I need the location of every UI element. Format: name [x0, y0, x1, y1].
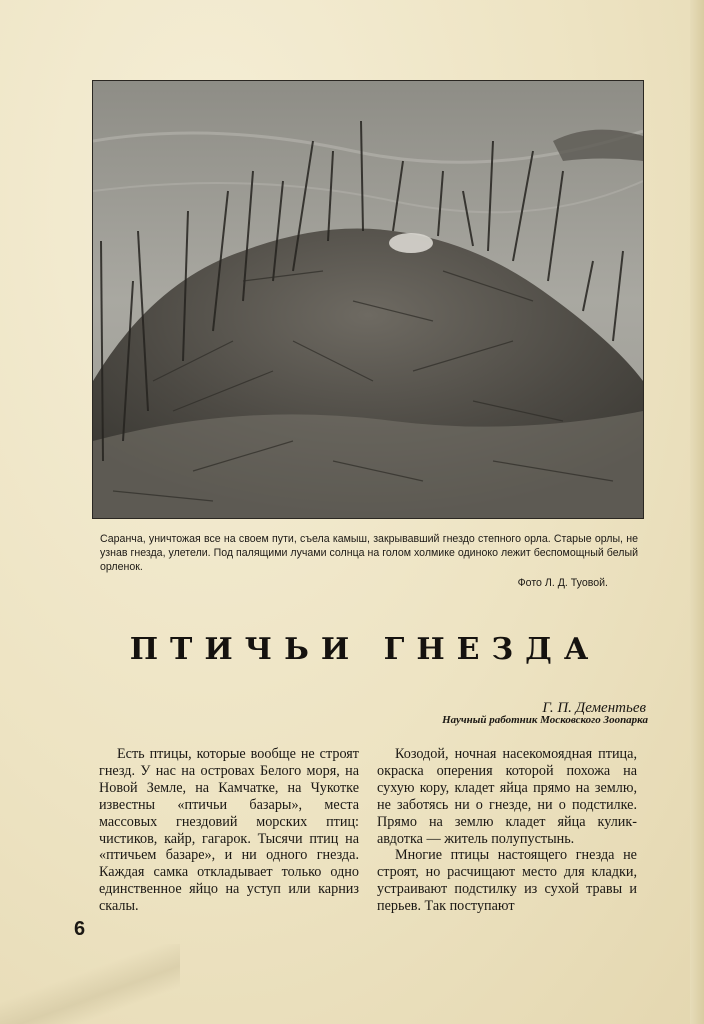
article-column-right — [377, 746, 637, 915]
page-number: 6 — [74, 918, 86, 940]
paragraph: Многие птицы настоящего гнезда не строят, но расчищают место для кладки, устраивают подстилку из сухой травы и перьев. Так поступают — [377, 847, 637, 915]
article-title: ПТИЧЬИ ГНЕЗДА — [129, 632, 601, 667]
article-column-left — [99, 746, 359, 915]
paragraph: Есть птицы, которые вообще не строят гнезд. У нас на островах Белого моря, на Новой Земле, на Камчатке, на Чукотке известны «птичьи базары», места массовых гнездовий морских птиц: чистиков, кайр, гагарок. Тысячи птиц на «птичьем базаре», и ни одного гнезда. Каждая самка откладывает только одно единственное яйцо на уступ или карниз скалы. — [99, 746, 359, 915]
photo-caption: Саранча, уничтожая все на своем пути, съела камыш, закрывавший гнездо степного орла. Старые орлы, не узнав гнезда, улетели. Под палящими лучами солнца на голом холмике одиноко лежит беспомощный белый орленок. — [100, 533, 638, 573]
article-author: Г. П. Дементьев — [542, 700, 646, 716]
photo-credit: Фото Л. Д. Туовой. — [517, 577, 608, 589]
page-edge — [690, 0, 704, 1024]
author-affiliation: Научный работник Московского Зоопарка — [442, 714, 648, 726]
page-fold — [0, 944, 180, 1024]
paragraph: Козодой, ночная насекомоядная птица, окраска оперения которой похожа на сухую кору, кладет яйца прямо на землю, не заботясь ни о гнезде, ни о подстилке. Прямо на землю кладет яйца кулик-авдотка — житель полупустынь. — [377, 746, 637, 847]
nest-photograph — [92, 80, 644, 519]
